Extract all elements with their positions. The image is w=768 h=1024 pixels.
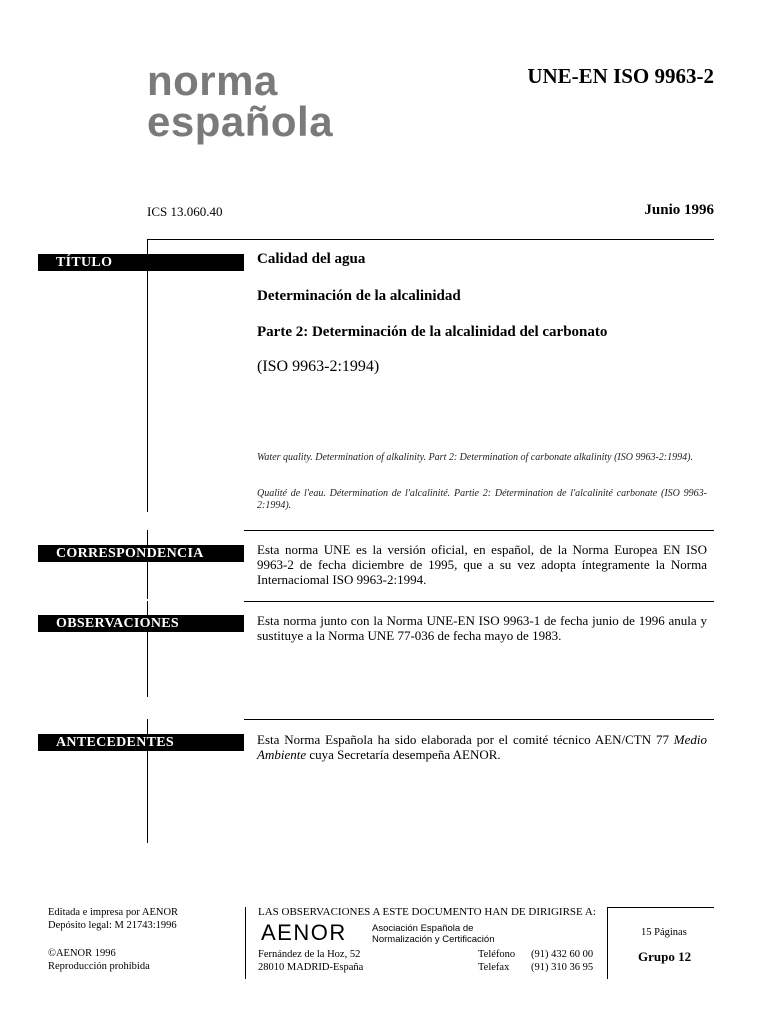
contact-numbers xyxy=(531,948,593,974)
brand-line-1: norma xyxy=(147,57,278,104)
phone-number: (91) 432 60 00 xyxy=(531,949,594,960)
reproduction-notice: Reproducción prohibida xyxy=(48,961,150,972)
antecedentes-text-start: Esta Norma Española ha sido elaborada por el comité técnico AEN/CTN 77 xyxy=(257,732,674,747)
divider-observaciones xyxy=(244,601,714,602)
ics-code: ICS 13.060.40 xyxy=(147,204,223,219)
label-observaciones: OBSERVACIONES xyxy=(38,615,244,632)
antecedentes-text-end: cuya Secretaría desempeña AENOR. xyxy=(306,747,501,762)
title-line-2: Determinación de la alcalinidad xyxy=(257,288,461,304)
footer-box-top xyxy=(607,907,714,908)
aenor-fullname-line-2: Normalización y Certificación xyxy=(372,934,495,945)
price-group: Grupo 12 xyxy=(638,949,692,964)
aenor-fullname xyxy=(372,923,494,945)
section-rule-correspondencia xyxy=(147,530,148,599)
brand-line-2: española xyxy=(147,98,334,145)
aenor-fullname-line-1: Asociación Española de xyxy=(372,923,474,934)
address-city: 28010 MADRID-España xyxy=(258,962,364,973)
antecedentes-committee: Medio Ambiente xyxy=(257,732,707,762)
publication-date: Junio 1996 xyxy=(644,202,714,218)
title-line-1: Calidad del agua xyxy=(257,251,366,267)
edited-by: Editada e impresa por AENOR xyxy=(48,907,179,918)
brand-title xyxy=(147,57,334,145)
fax-number: (91) 310 36 95 xyxy=(531,962,594,973)
divider-top xyxy=(147,239,714,240)
divider-antecedentes xyxy=(244,719,714,720)
section-rule-titulo xyxy=(147,239,148,512)
divider-correspondencia xyxy=(244,530,714,531)
footer-copyright xyxy=(48,947,150,973)
copyright: ©AENOR 1996 xyxy=(48,948,116,959)
phone-label: Teléfono xyxy=(478,949,516,960)
contact-labels xyxy=(478,948,515,974)
observations-heading: LAS OBSERVACIONES A ESTE DOCUMENTO HAN DE DIRIGIRSE A: xyxy=(258,906,596,918)
aenor-address xyxy=(258,948,363,974)
title-iso-ref: (ISO 9963-2:1994) xyxy=(257,358,380,375)
label-correspondencia: CORRESPONDENCIA xyxy=(38,545,244,562)
footer-divider-left xyxy=(245,907,246,979)
observaciones-text: Esta norma junto con la Norma UNE-EN ISO 9963-1 de fecha junio de 1996 anula y sustituye a la Norma UNE 77-036 de fecha mayo de 1983. xyxy=(257,613,707,643)
label-titulo: TÍTULO xyxy=(38,254,244,271)
aenor-logo: AENOR xyxy=(261,920,347,945)
fax-label: Telefax xyxy=(478,962,510,973)
title-french: Qualité de l'eau. Détermination de l'alcalinité. Partie 2: Détermination de l'alcalinité carbonate (ISO 9963-2:1994). xyxy=(257,488,707,511)
footer-edition xyxy=(48,906,178,932)
title-english: Water quality. Determination of alkalinity. Part 2: Determination of carbonate alkalinity (ISO 9963-2:1994). xyxy=(257,452,693,463)
antecedentes-text xyxy=(257,732,707,762)
address-street: Fernández de la Hoz, 52 xyxy=(258,949,361,960)
footer-divider-right xyxy=(607,907,608,979)
standard-code: UNE-EN ISO 9963-2 xyxy=(527,64,714,88)
legal-deposit: Depósito legal: M 21743:1996 xyxy=(48,920,177,931)
correspondencia-text: Esta norma UNE es la versión oficial, en español, de la Norma Europea EN ISO 9963-2 de fecha diciembre de 1995, que a su vez adopta íntegramente la Norma Internaciomal ISO 9963-2:1994. xyxy=(257,542,707,587)
page-count: 15 Páginas xyxy=(641,927,687,938)
label-antecedentes: ANTECEDENTES xyxy=(38,734,244,751)
title-line-3: Parte 2: Determinación de la alcalinidad del carbonato xyxy=(257,324,608,340)
